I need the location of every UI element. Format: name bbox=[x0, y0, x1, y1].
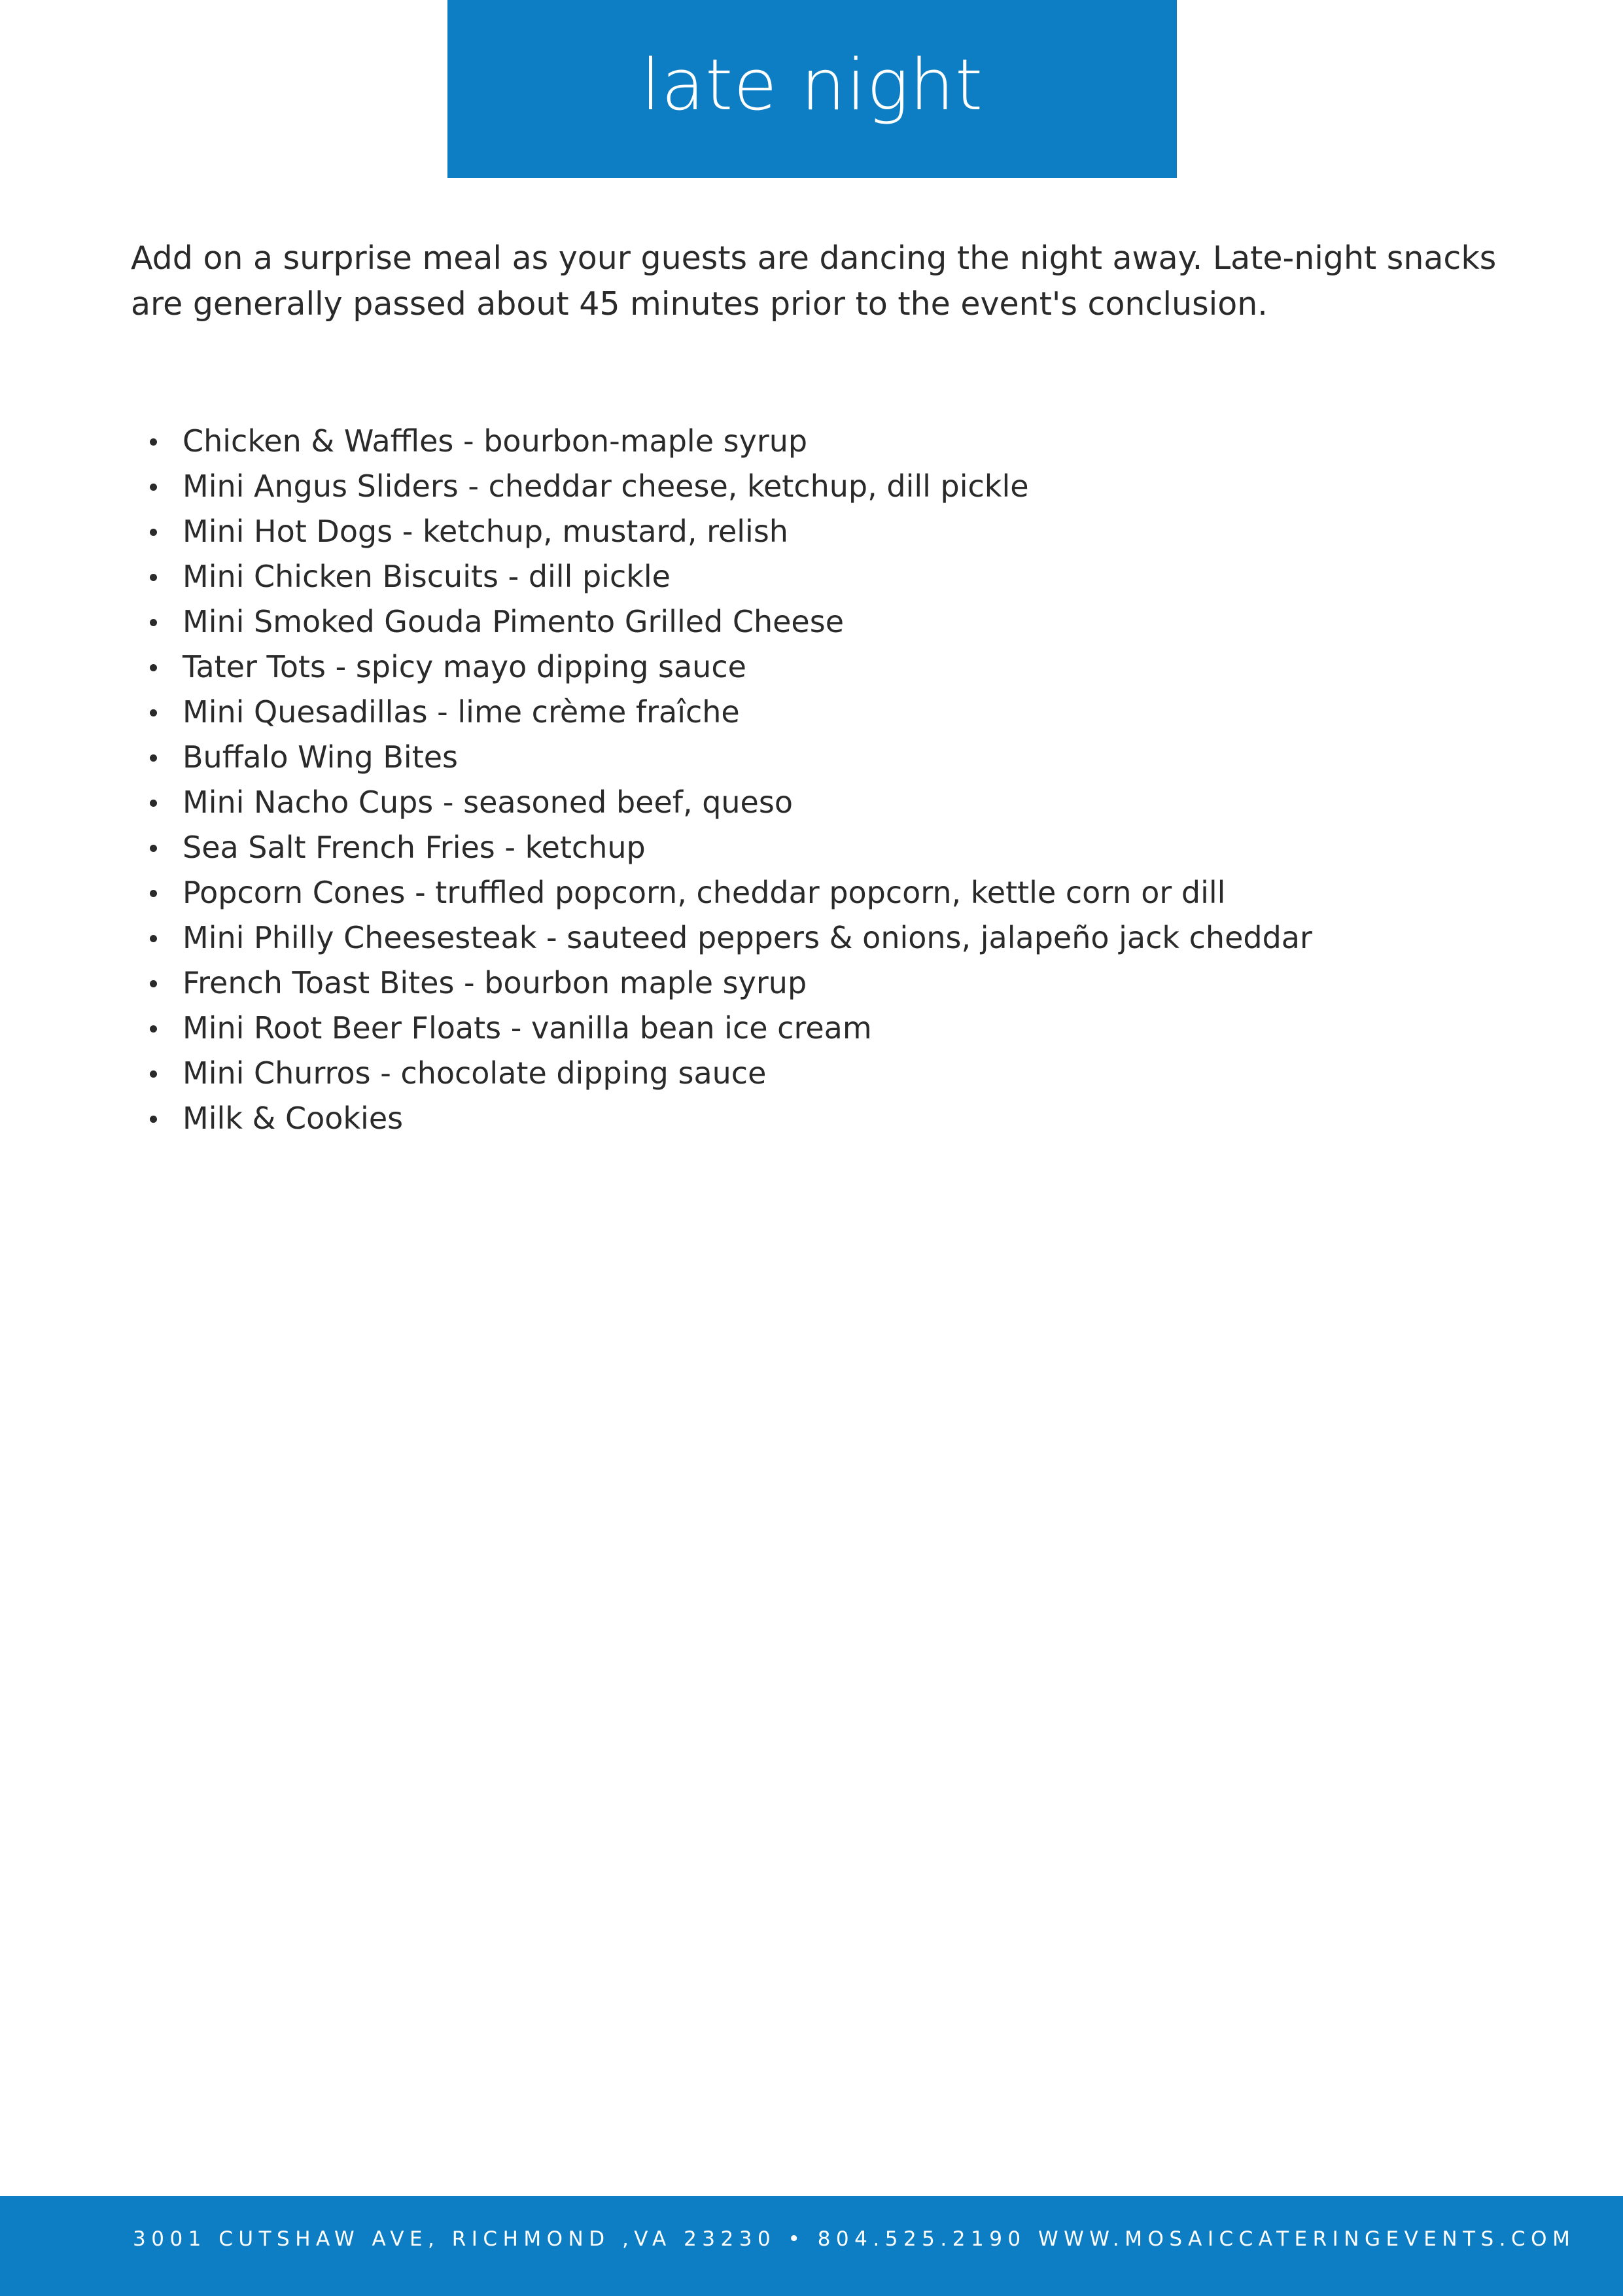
menu-item-text: Milk & Cookies bbox=[183, 1101, 404, 1136]
menu-item-text: Mini Chicken Biscuits - dill pickle bbox=[183, 559, 671, 594]
menu-item-text: Mini Quesadillas - lime crème fraîche bbox=[183, 694, 740, 730]
menu-item bbox=[131, 690, 1505, 735]
menu-item-text: Buffalo Wing Bites bbox=[183, 739, 459, 775]
menu-item-text: Chicken & Waffles - bourbon-maple syrup bbox=[183, 423, 808, 459]
footer-contact-info: 3001 CUTSHAW AVE, RICHMOND ,VA 23230 • 804.525.2190 WWW.MOSAICCATERINGEVENTS.COM bbox=[133, 2227, 1576, 2251]
bullet-icon bbox=[150, 1070, 157, 1078]
menu-item-text: Sea Salt French Fries - ketchup bbox=[183, 830, 646, 865]
menu-item-text: Mini Nacho Cups - seasoned beef, queso bbox=[183, 785, 793, 820]
menu-item-text: Mini Churros - chocolate dipping sauce bbox=[183, 1055, 767, 1091]
bullet-icon bbox=[150, 800, 157, 807]
menu-item-text: Mini Hot Dogs - ketchup, mustard, relish bbox=[183, 514, 788, 549]
bullet-icon bbox=[150, 709, 157, 716]
bullet-icon bbox=[150, 438, 157, 446]
menu-item bbox=[131, 1051, 1505, 1096]
menu-item bbox=[131, 419, 1505, 464]
bullet-icon bbox=[150, 1116, 157, 1123]
menu-item-text: Mini Angus Sliders - cheddar cheese, ketchup, dill pickle bbox=[183, 468, 1029, 504]
bullet-icon bbox=[150, 574, 157, 581]
menu-item bbox=[131, 780, 1505, 825]
bullet-icon bbox=[150, 845, 157, 852]
menu-item bbox=[131, 1096, 1505, 1141]
title-banner bbox=[447, 0, 1177, 178]
bullet-icon bbox=[150, 1025, 157, 1033]
menu-item bbox=[131, 870, 1505, 915]
bullet-icon bbox=[150, 664, 157, 671]
menu-item bbox=[131, 915, 1505, 961]
bullet-icon bbox=[150, 980, 157, 987]
menu-item-text: Mini Smoked Gouda Pimento Grilled Cheese bbox=[183, 604, 844, 639]
menu-item bbox=[131, 599, 1505, 645]
menu-item bbox=[131, 645, 1505, 690]
intro-paragraph: Add on a surprise meal as your guests are dancing the night away. Late-night snacks are generally passed about 45 minutes prior to the event's conclusion. bbox=[131, 239, 1497, 323]
bullet-icon bbox=[150, 484, 157, 491]
menu-item bbox=[131, 464, 1505, 509]
bullet-icon bbox=[150, 890, 157, 897]
menu-item-text: Mini Root Beer Floats - vanilla bean ice cream bbox=[183, 1010, 872, 1046]
menu-item-text: Mini Philly Cheesesteak - sauteed peppers & onions, jalapeño jack cheddar bbox=[183, 920, 1312, 955]
page-title: late night bbox=[640, 44, 984, 126]
bullet-icon bbox=[150, 529, 157, 536]
menu-item bbox=[131, 961, 1505, 1006]
menu-item-text: French Toast Bites - bourbon maple syrup bbox=[183, 965, 807, 1000]
menu-item bbox=[131, 554, 1505, 599]
menu-item-text: Popcorn Cones - truffled popcorn, cheddar popcorn, kettle corn or dill bbox=[183, 875, 1226, 910]
menu-item bbox=[131, 825, 1505, 870]
footer-bar bbox=[0, 2196, 1623, 2296]
menu-item bbox=[131, 735, 1505, 780]
menu-item bbox=[131, 1006, 1505, 1051]
menu-item-text: Tater Tots - spicy mayo dipping sauce bbox=[183, 649, 746, 684]
bullet-icon bbox=[150, 754, 157, 762]
menu-item bbox=[131, 509, 1505, 554]
bullet-icon bbox=[150, 935, 157, 942]
bullet-icon bbox=[150, 619, 157, 626]
menu-list bbox=[131, 419, 1505, 1141]
